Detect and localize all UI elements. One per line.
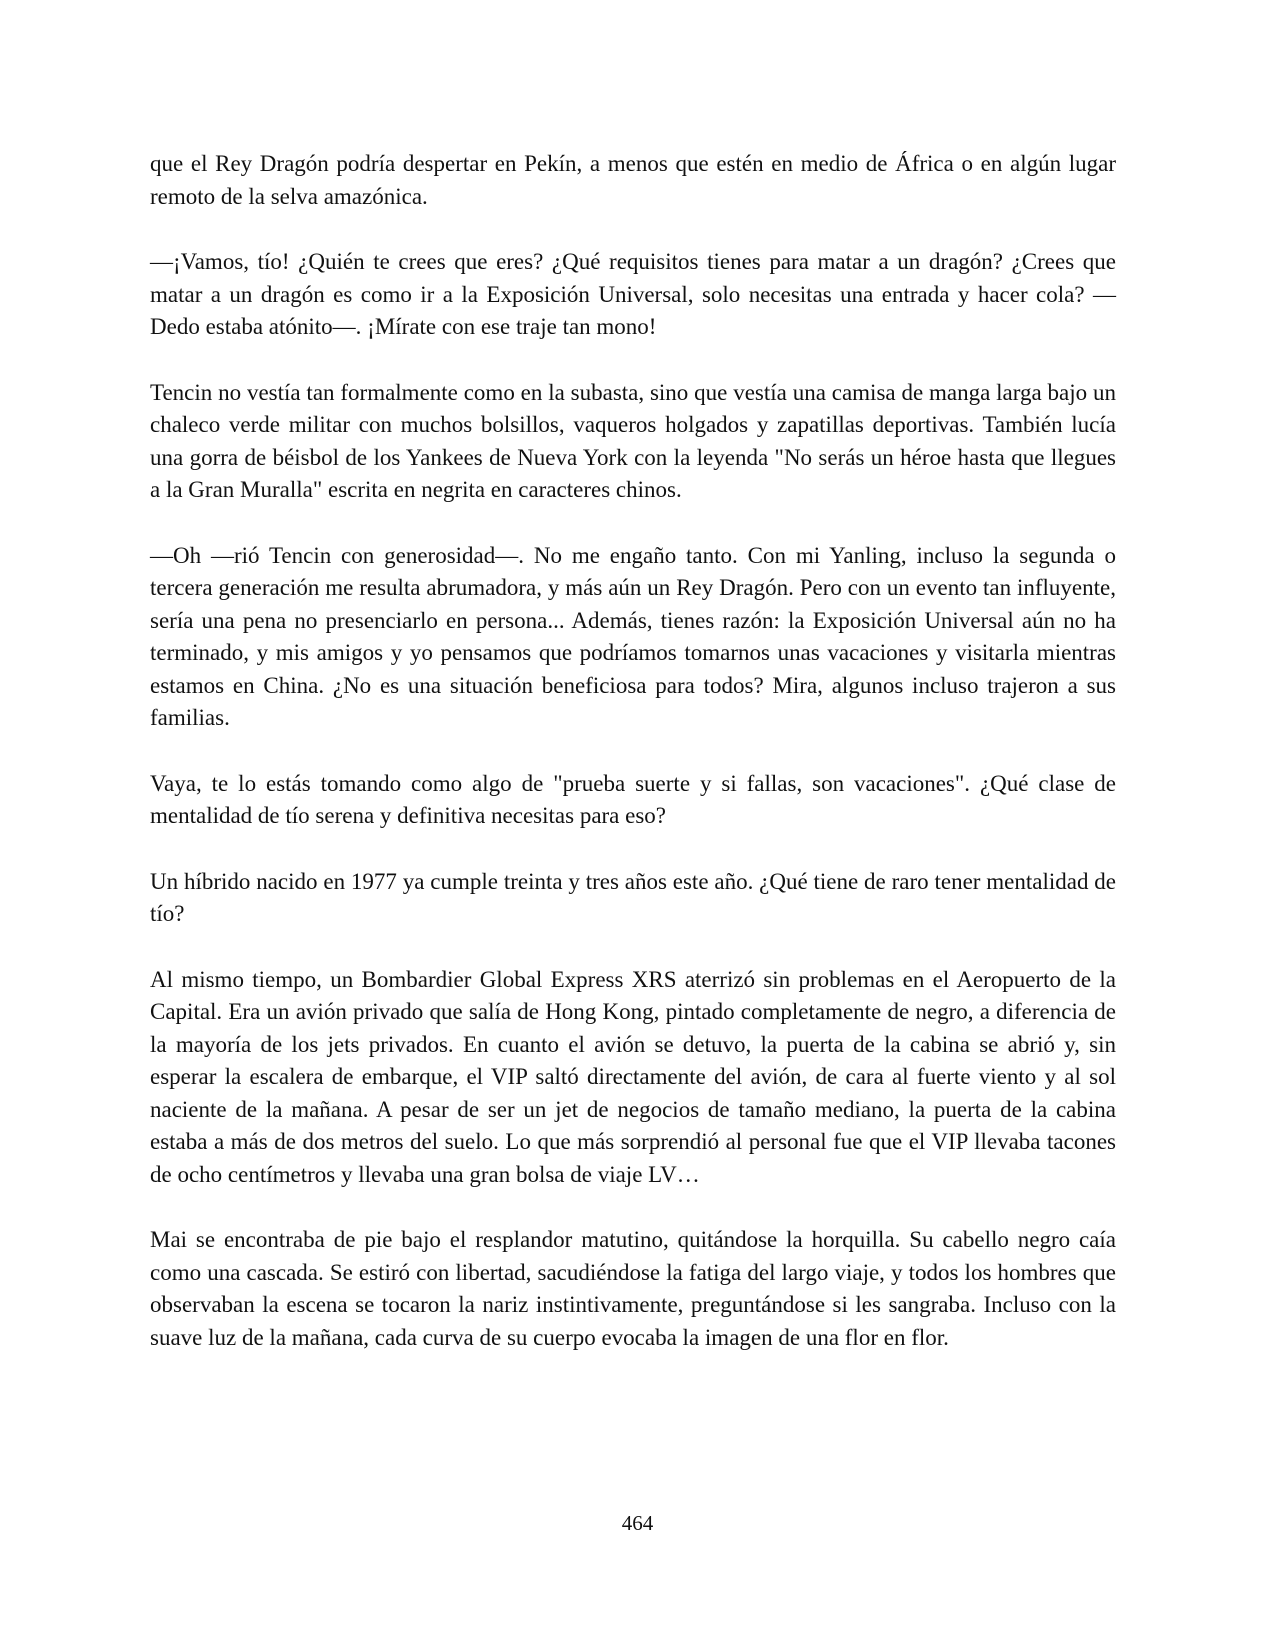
paragraph-4: —Oh —rió Tencin con generosidad—. No me engaño tanto. Con mi Yanling, incluso la segunda o tercera generación me resulta abrumadora, y más aún un Rey Dragón. Pero con un evento tan influyente, sería una pena no presenciarlo en persona... Además, tienes razón: la Exposición Universal aún no ha terminado, y mis amigos y yo pensamos que podríamos tomarnos unas vacaciones y visitarla mientras estamos en China. ¿No es una situación beneficiosa para todos? Mira, algunos incluso trajeron a sus familias. (150, 542, 1116, 730)
paragraph-8: Mai se encontraba de pie bajo el resplandor matutino, quitándose la horquilla. Su cabello negro caía como una cascada. Se estiró con libertad, sacudiéndose la fatiga del largo viaje, y todos los hombres que observaban la escena se tocaron la nariz instintivamente, preguntándose si les sangraba. Incluso con la suave luz de la mañana, cada curva de su cuerpo evocaba la imagen de una flor en flor. (150, 1227, 1116, 1350)
paragraph-6: Un híbrido nacido en 1977 ya cumple treinta y tres años este año. ¿Qué tiene de raro tener mentalidad de tío? (150, 868, 1116, 926)
paragraph-7: Al mismo tiempo, un Bombardier Global Express XRS aterrizó sin problemas en el Aeropuerto de la Capital. Era un avión privado que salía de Hong Kong, pintado completamente de negro, a diferencia de la mayoría de los jets privados. En cuanto el avión se detuvo, la puerta de la cabina se abrió y, sin esperar la escalera de embarque, el VIP saltó directamente del avión, de cara al fuerte viento y al sol naciente de la mañana. A pesar de ser un jet de negocios de tamaño mediano, la puerta de la cabina estaba a más de dos metros del suelo. Lo que más sorprendió al personal fue que el VIP llevaba tacones de ocho centímetros y llevaba una gran bolsa de viaje LV… (150, 966, 1116, 1187)
paragraph-5: Vaya, te lo estás tomando como algo de "prueba suerte y si fallas, son vacaciones". ¿Qué clase de mentalidad de tío serena y definitiva necesitas para eso? (150, 770, 1116, 828)
paragraph-2: —¡Vamos, tío! ¿Quién te crees que eres? ¿Qué requisitos tienes para matar a un dragón? ¿Crees que matar a un dragón es como ir a la Exposición Universal, solo necesitas una entrada y hacer cola? —Dedo estaba atónito—. ¡Mírate con ese traje tan mono! (150, 249, 1116, 339)
paragraph-1: que el Rey Dragón podría despertar en Pekín, a menos que estén en medio de África o en algún lugar remoto de la selva amazónica. (150, 151, 1116, 209)
page-number: 464 (621, 1511, 654, 1535)
paragraph-3: Tencin no vestía tan formalmente como en la subasta, sino que vestía una camisa de manga larga bajo un chaleco verde militar con muchos bolsillos, vaqueros holgados y zapatillas deportivas. También lucía una gorra de béisbol de los Yankees de Nueva York con la leyenda "No serás un héroe hasta que llegues a la Gran Muralla" escrita en negrita en caracteres chinos. (150, 379, 1116, 502)
page-body (150, 148, 1116, 1387)
